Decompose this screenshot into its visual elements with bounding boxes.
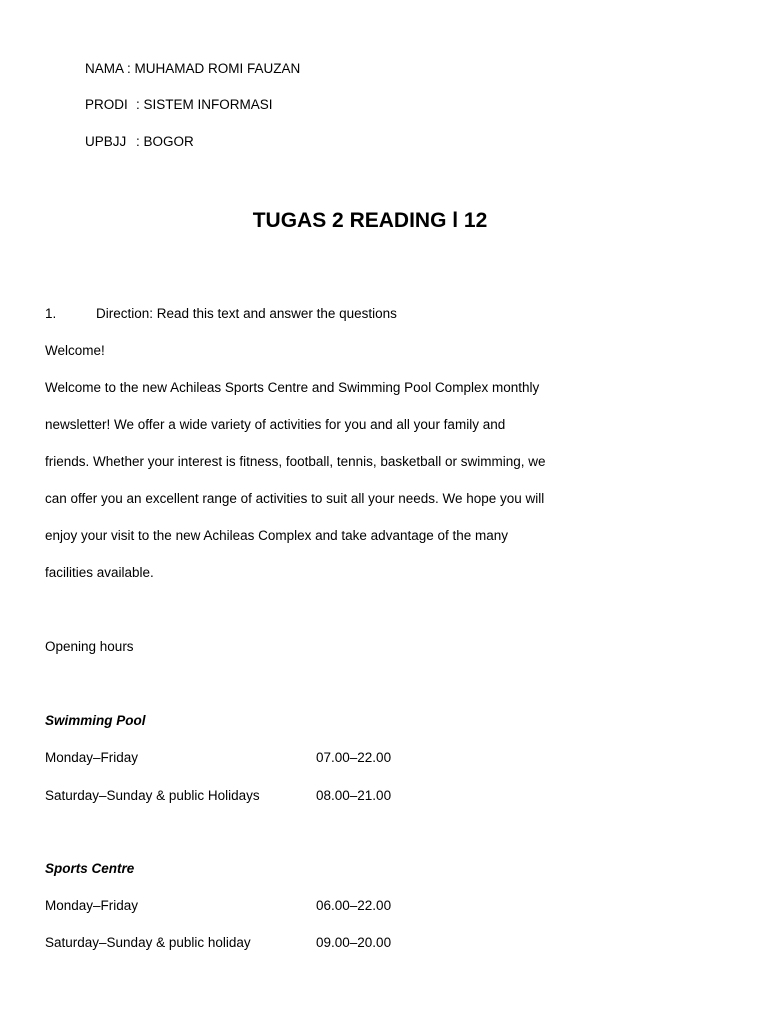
direction-text: Direction: Read this text and answer the questions	[96, 306, 397, 321]
schedule-hours: 08.00–21.00	[316, 788, 392, 803]
paragraph-line: facilities available.	[45, 565, 154, 580]
upbjj-label: UPBJJ	[85, 134, 127, 149]
prodi-label: PRODI	[85, 97, 128, 112]
header-nama	[85, 60, 300, 78]
schedule-days: Monday–Friday	[45, 750, 139, 765]
nama-label: NAMA :	[85, 61, 131, 76]
page-title: TUGAS 2 READING l 12	[252, 209, 488, 232]
question-number: 1.	[45, 306, 57, 321]
schedule-hours: 09.00–20.00	[316, 935, 392, 950]
paragraph-line: can offer you an excellent range of activities to suit all your needs. We hope you will	[45, 491, 545, 506]
schedule-days: Saturday–Sunday & public Holidays	[45, 788, 260, 803]
schedule-days: Monday–Friday	[45, 898, 139, 913]
nama-value: MUHAMAD ROMI FAUZAN	[134, 61, 301, 76]
swimming-pool-heading: Swimming Pool	[45, 713, 146, 728]
paragraph-line: newsletter! We offer a wide variety of activities for you and all your family and	[45, 417, 506, 432]
opening-hours-label: Opening hours	[45, 639, 134, 654]
sports-centre-heading: Sports Centre	[45, 861, 135, 876]
schedule-hours: 07.00–22.00	[316, 750, 392, 765]
schedule-days: Saturday–Sunday & public holiday	[45, 935, 251, 950]
paragraph-line: enjoy your visit to the new Achileas Complex and take advantage of the many	[45, 528, 509, 543]
prodi-value: : SISTEM INFORMASI	[136, 97, 273, 112]
upbjj-value: : BOGOR	[136, 134, 194, 149]
paragraph-line: friends. Whether your interest is fitness, football, tennis, basketball or swimming, we	[45, 454, 546, 469]
schedule-hours: 06.00–22.00	[316, 898, 392, 913]
paragraph-line: Welcome to the new Achileas Sports Centre and Swimming Pool Complex monthly	[45, 380, 540, 395]
greeting: Welcome!	[45, 343, 105, 358]
